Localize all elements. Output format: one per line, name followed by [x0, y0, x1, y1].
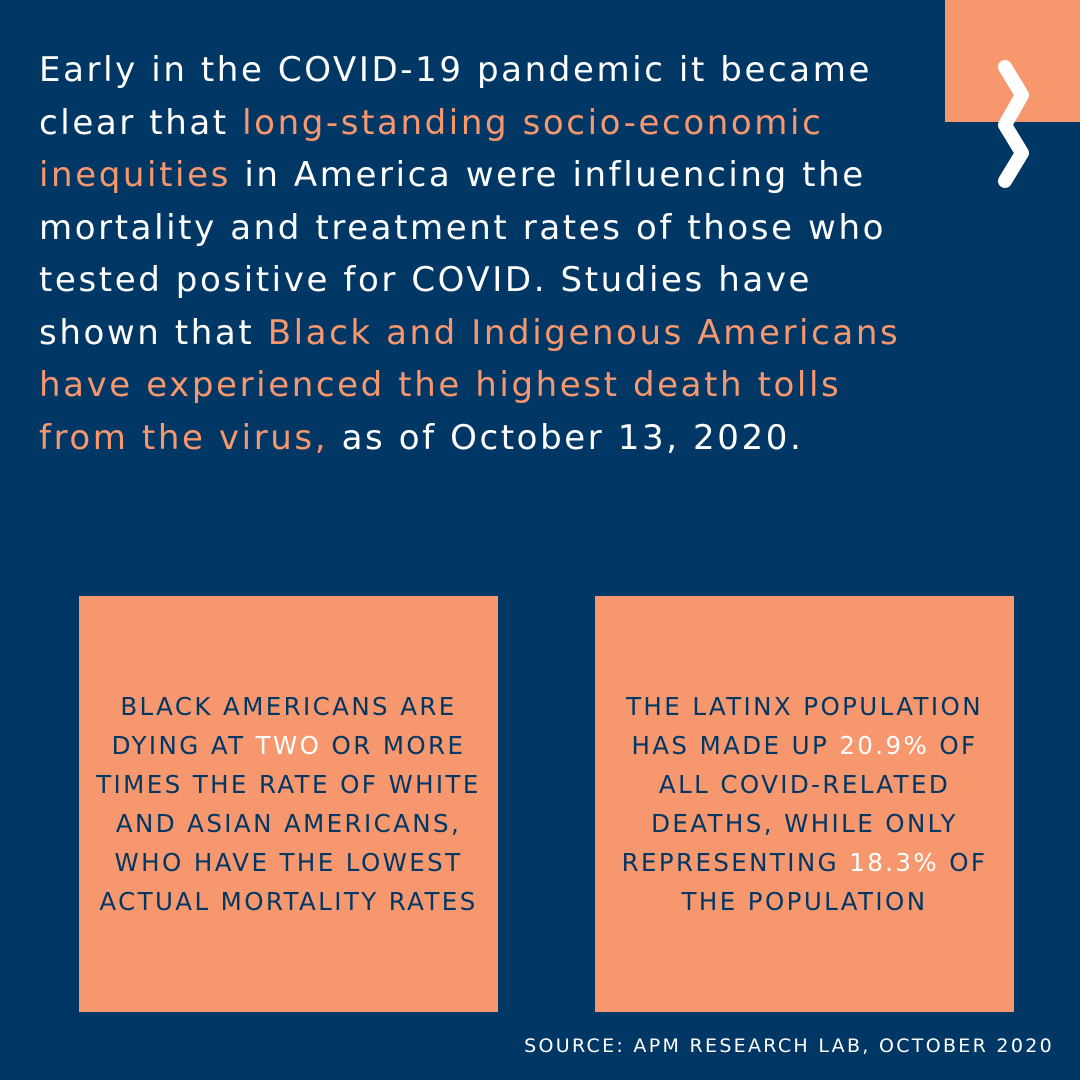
intro-text-1: Early in the COVID-19 pandemic it became clear that — [39, 50, 872, 143]
zigzag-icon — [980, 55, 1050, 195]
stat-box-latinx-text — [605, 687, 1004, 921]
intro-text-2: in America were influencing the mortality and treatment rates of those who tested positive for COVID. Studies have shown that — [39, 155, 887, 353]
intro-highlight-inequities: long-standing socio-economic inequities — [39, 102, 824, 195]
source-citation: SOURCE: APM RESEARCH LAB, OCTOBER 2020 — [524, 1035, 1054, 1057]
intro-paragraph — [39, 44, 939, 464]
stat-text-1: BLACK AMERICANS ARE DYING AT — [111, 692, 457, 760]
stat-box-black-americans — [79, 596, 498, 1012]
intro-highlight-death-tolls: Black and Indigenous Americans have experienced the highest death tolls from the virus, — [39, 312, 901, 458]
stat-highlight-population-percent: 18.3% — [849, 848, 940, 877]
stat-box-latinx — [595, 596, 1014, 1012]
stat-text-2: OR MORE TIMES THE RATE OF WHITE AND ASIAN AMERICANS, WHO HAVE THE LOWEST ACTUAL MORTALITY RATES — [96, 731, 481, 916]
stat-text-1: THE LATINX POPULATION HAS MADE UP — [626, 692, 983, 760]
intro-text-3: as of October 13, 2020. — [328, 417, 804, 458]
stat-highlight-deaths-percent: 20.9% — [839, 731, 930, 760]
stat-box-black-americans-text — [89, 687, 488, 921]
stat-text-2: OF ALL COVID-RELATED DEATHS, WHILE ONLY REPRESENTING — [621, 731, 978, 877]
stat-text-3: OF THE POPULATION — [681, 848, 988, 916]
stat-highlight-two: TWO — [255, 731, 322, 760]
